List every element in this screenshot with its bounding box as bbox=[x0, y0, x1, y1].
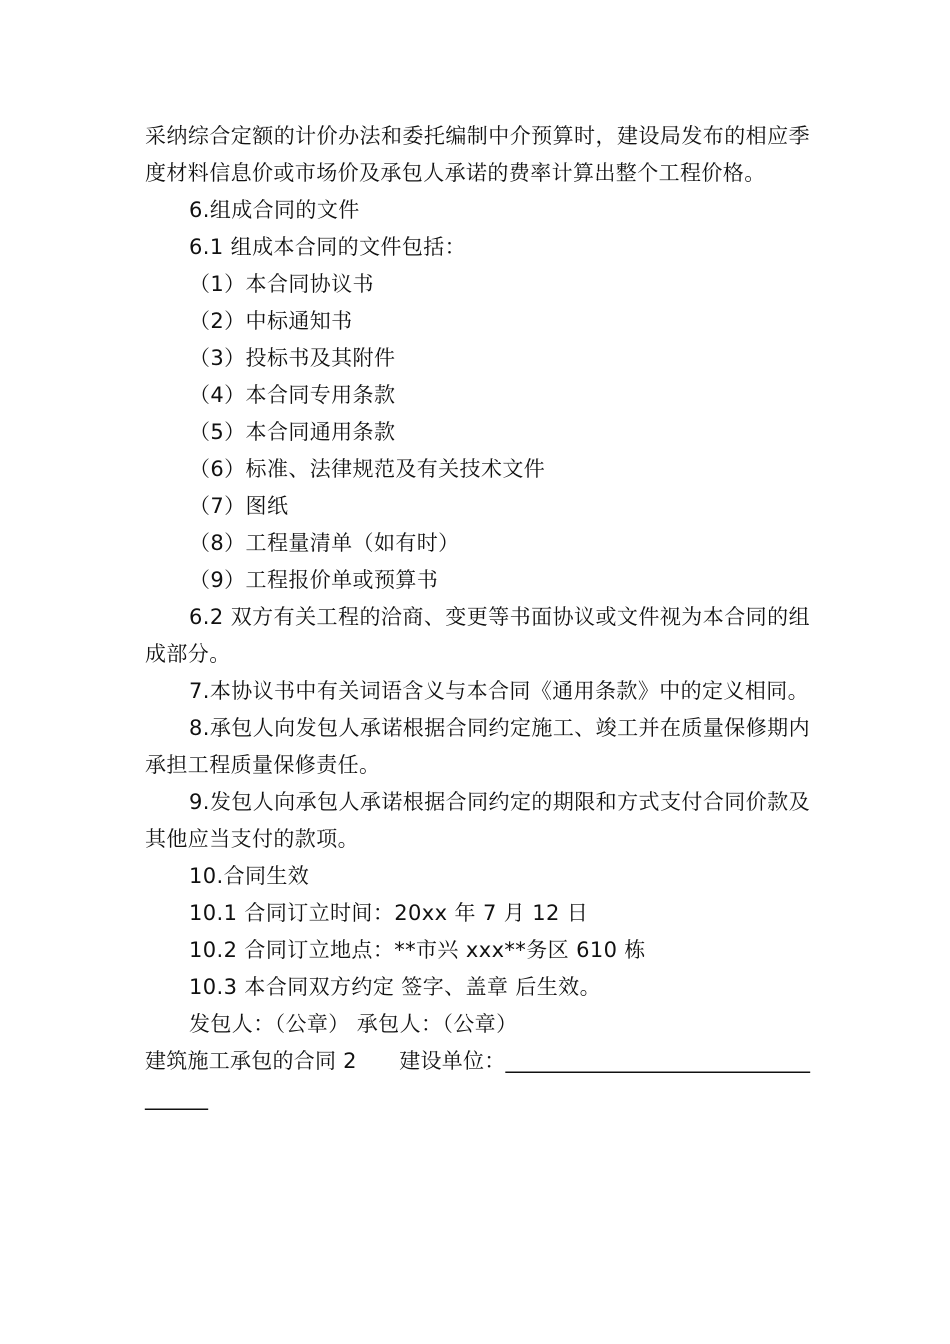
clause-10-3: 10.3 本合同双方约定 签字、盖章 后生效。 bbox=[189, 975, 601, 999]
list-item: （9）工程报价单或预算书 bbox=[189, 568, 439, 592]
clause-10-2: 10.2 合同订立地点：**市兴 xxx**务区 610 栋 bbox=[189, 938, 646, 962]
signature-parties: 发包人：（公章） 承包人：（公章） bbox=[189, 1012, 518, 1036]
clause-6-2: 6.2 双方有关工程的洽商、变更等书面协议或文件视为本合同的组成部分。 bbox=[145, 605, 810, 666]
list-item: （4）本合同专用条款 bbox=[189, 383, 396, 407]
clause-7: 7.本协议书中有关词语含义与本合同《通用条款》中的定义相同。 bbox=[189, 679, 810, 703]
contract-text-body bbox=[145, 118, 810, 1117]
clause-9: 9.发包人向承包人承诺根据合同约定的期限和方式支付合同价款及其他应当支付的款项。 bbox=[145, 790, 810, 851]
clause-8: 8.承包人向发包人承诺根据合同约定施工、竣工并在质量保修期内承担工程质量保修责任。 bbox=[145, 716, 810, 777]
list-item: （7）图纸 bbox=[189, 494, 289, 518]
construction-unit-line: 建筑施工承包的合同 2 建设单位：___________________________________ bbox=[145, 1049, 810, 1110]
paragraph-pricing-method: 采纳综合定额的计价办法和委托编制中介预算时，建设局发布的相应季度材料信息价或市场价及承包人承诺的费率计算出整个工程价格。 bbox=[145, 124, 810, 185]
list-item: （5）本合同通用条款 bbox=[189, 420, 396, 444]
list-item: （2）中标通知书 bbox=[189, 309, 353, 333]
heading-contract-documents: 6.组成合同的文件 bbox=[189, 198, 360, 222]
list-item: （6）标准、法律规范及有关技术文件 bbox=[189, 457, 546, 481]
clause-10-1: 10.1 合同订立时间：20xx 年 7 月 12 日 bbox=[189, 901, 589, 925]
list-item: （3）投标书及其附件 bbox=[189, 346, 396, 370]
list-item: （8）工程量清单（如有时） bbox=[189, 531, 460, 555]
list-item: （1）本合同协议书 bbox=[189, 272, 374, 296]
clause-10: 10.合同生效 bbox=[189, 864, 310, 888]
clause-6-1: 6.1 组成本合同的文件包括： bbox=[189, 235, 467, 259]
